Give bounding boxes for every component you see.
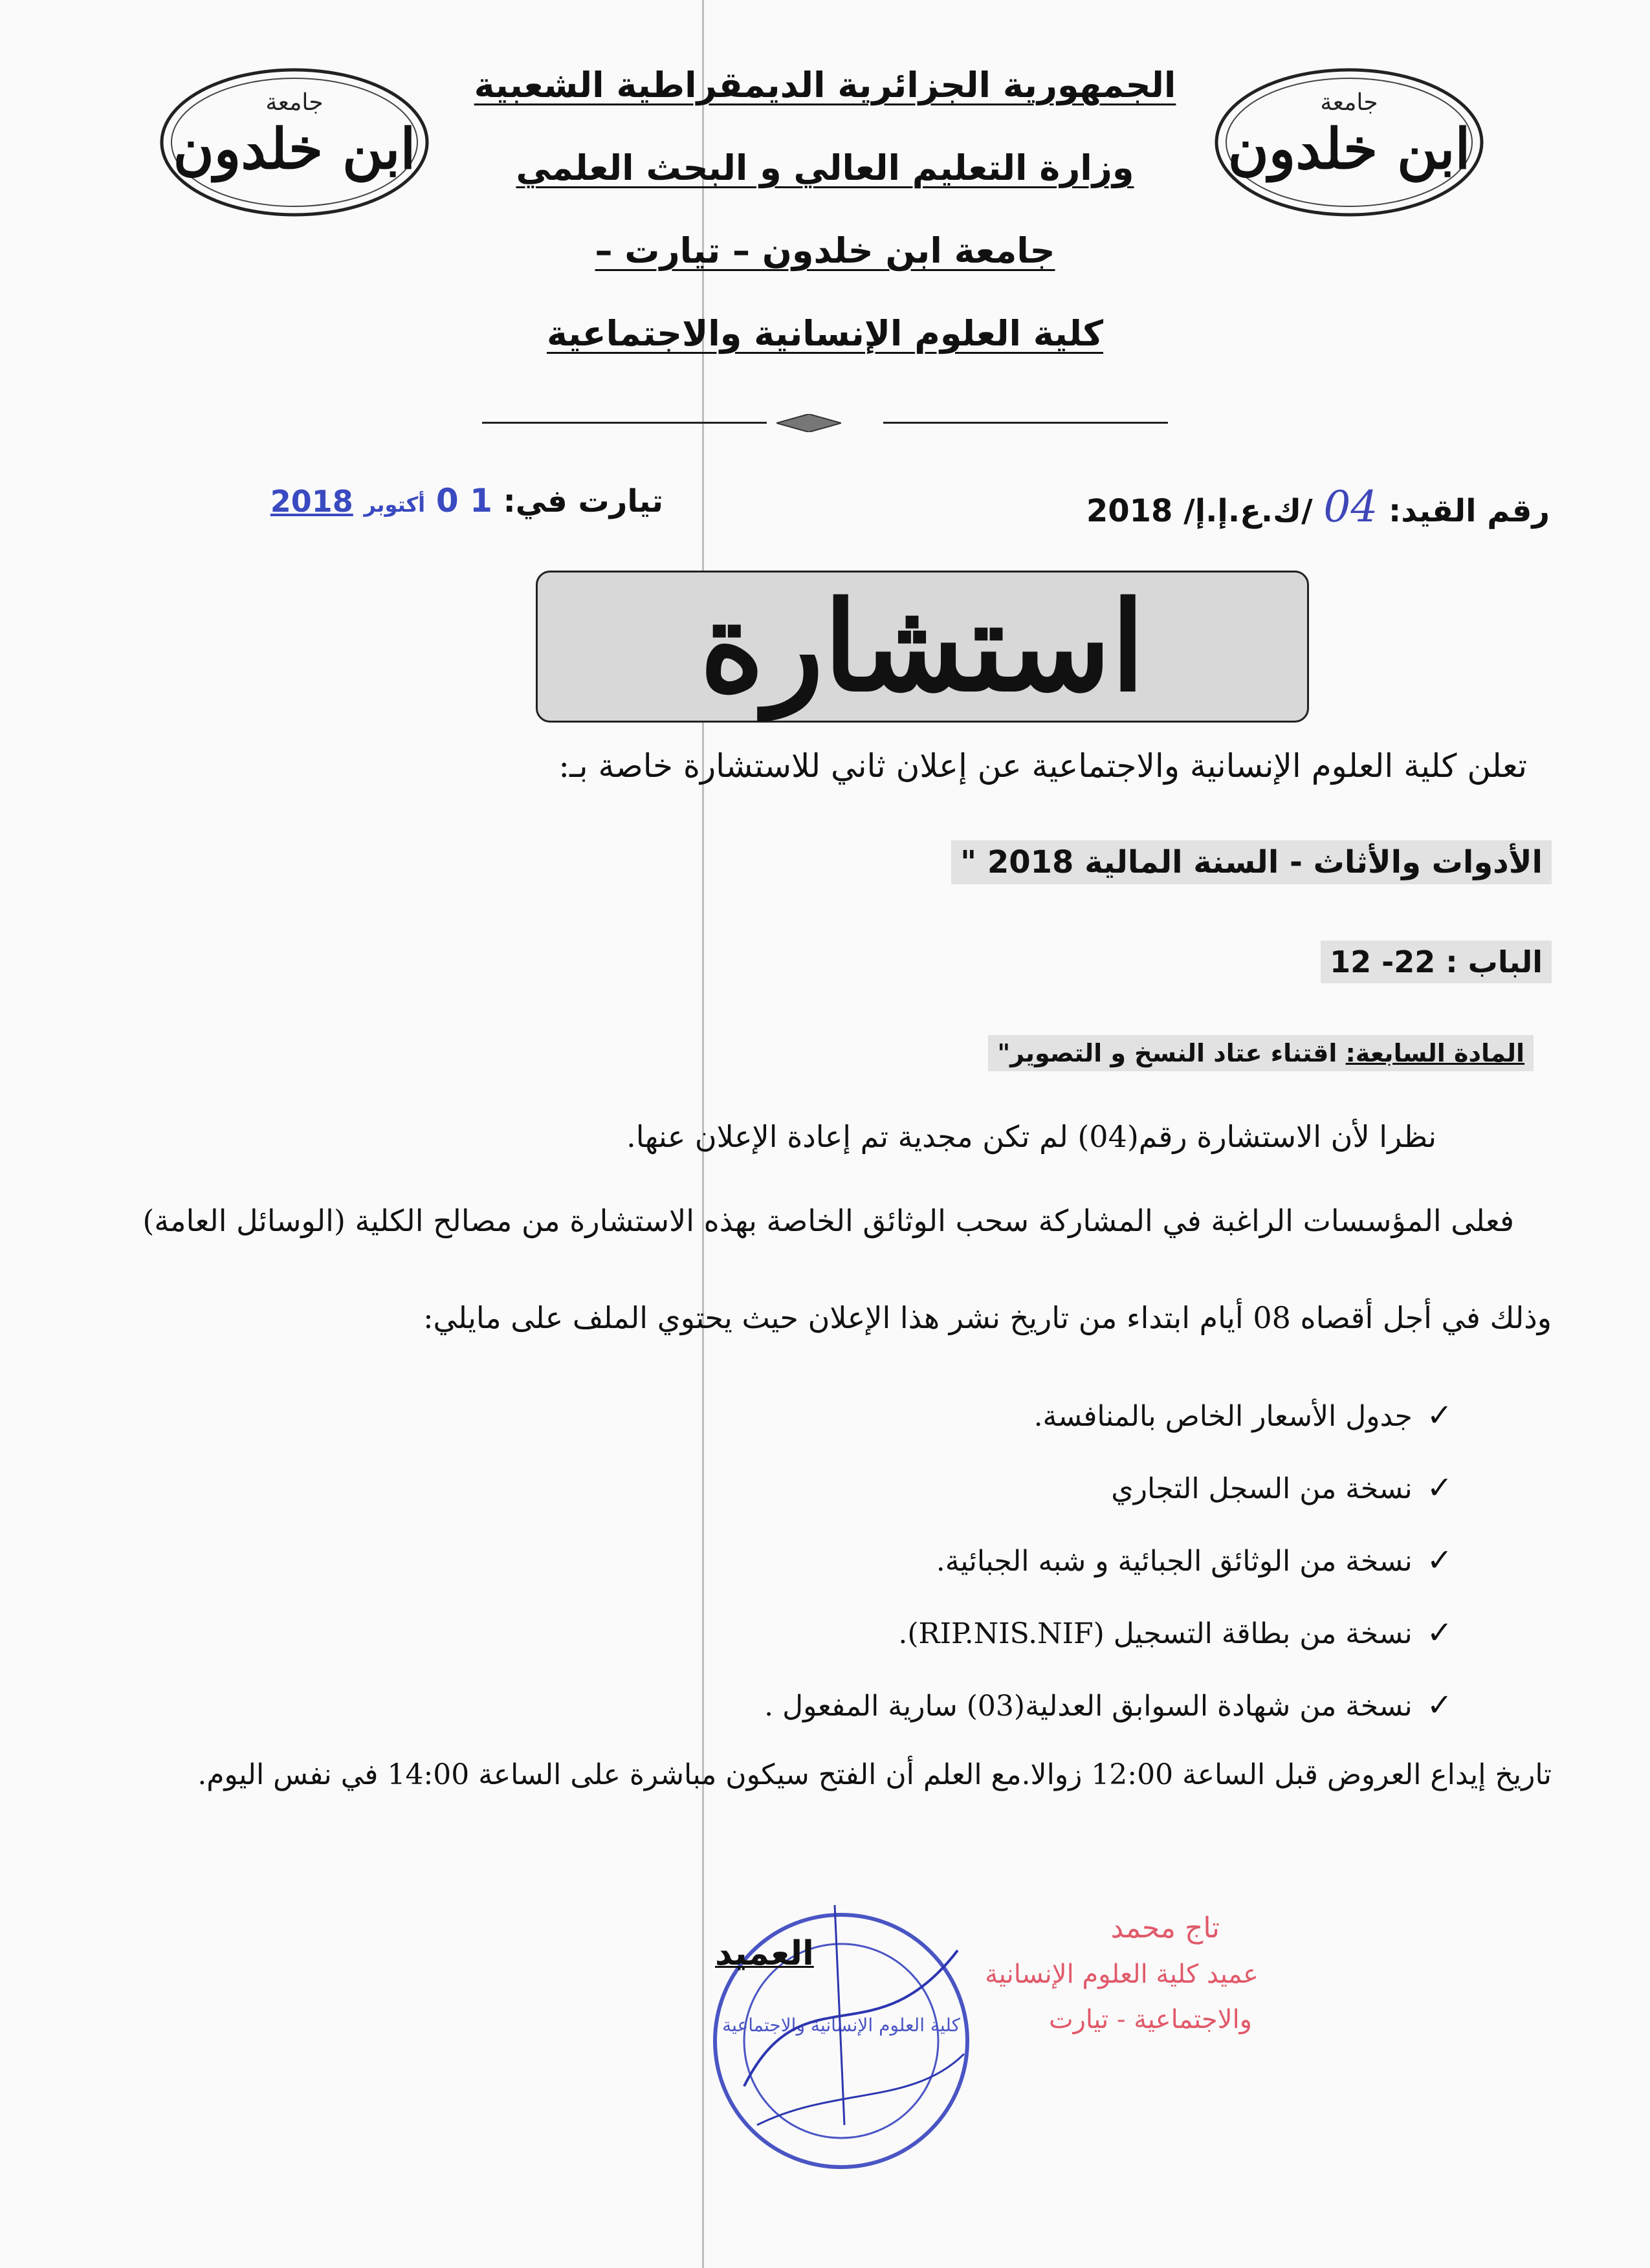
- stamp-text: كلية العلوم الإنسانية والاجتماعية: [722, 2014, 960, 2036]
- logo-main-text: ابن خلدون: [1227, 116, 1471, 182]
- header-republic: الجمهورية الجزائرية الديمقراطية الشعبية: [474, 65, 1176, 105]
- logo-top-text: جامعة: [265, 89, 324, 116]
- paragraph-deadline-days: وذلك في أجل أقصاه 08 أيام ابتداء من تاريخ نشر هذا الإعلان حيث يحتوي الملف على مايلي:: [423, 1300, 1552, 1335]
- dean-name-stamp: [974, 1902, 1265, 2064]
- intro-text: تعلن كلية العلوم الإنسانية والاجتماعية عن إعلان ثاني للاستشارة خاصة بـ:: [558, 747, 1527, 785]
- header-faculty: كلية العلوم الإنسانية والاجتماعية: [546, 313, 1104, 354]
- check-icon: ✓: [1426, 1615, 1453, 1651]
- article-label: المادة السابعة:: [1345, 1039, 1524, 1067]
- separator-diamond: [776, 414, 841, 432]
- submission-deadline: تاريخ إيداع العروض قبل الساعة 12:00 زوالا.مع العلم أن الفتح سيكون مباشرة على الساعة 14:00 في نفس اليوم.: [197, 1758, 1552, 1791]
- reference-number: رقم القيد: 04 /ك.ع.إ.إ/ 2018: [1086, 482, 1550, 532]
- subject-line: الأدوات والأثاث - السنة المالية 2018 ": [951, 844, 1552, 880]
- separator-rule-left: [482, 422, 767, 424]
- logo-main-text: ابن خلدون: [173, 116, 416, 182]
- logo-top-text: جامعة: [1320, 89, 1378, 116]
- header-university: جامعة ابن خلدون – تيارت –: [595, 230, 1055, 271]
- separator-rule-right: [883, 422, 1168, 424]
- check-icon: ✓: [1426, 1687, 1453, 1723]
- checklist-item: ✓نسخة من شهادة السوابق العدلية(03) سارية المفعول .: [764, 1687, 1453, 1723]
- dean-position-line1: عميد كلية العلوم الإنسانية: [985, 1959, 1259, 1989]
- check-icon: ✓: [1426, 1542, 1453, 1578]
- paragraph-institutions: فعلى المؤسسات الراغبة في المشاركة سحب الوثائق الخاصة بهذه الاستشارة من مصالح الكلية (الوسائل العامة): [142, 1203, 1514, 1238]
- header-ministry: وزارة التعليم العالي و البحث العلمي: [516, 147, 1134, 188]
- article-line: [988, 1034, 1534, 1069]
- dean-title: العميد: [715, 1934, 814, 1973]
- university-logo-left: [155, 61, 434, 223]
- date-day: 1 0: [435, 482, 492, 519]
- place-date: تيارت في: 1 0 أكتوبر 2018: [270, 482, 663, 519]
- article-text: اقتناء عتاد النسخ و التصوير": [997, 1039, 1337, 1067]
- date-year: 2018: [270, 484, 353, 519]
- document-title-box: [536, 571, 1309, 723]
- chapter-line: الباب : 22- 12: [1321, 944, 1552, 979]
- reference-handwritten-number: 04: [1323, 482, 1378, 532]
- checklist-item: ✓نسخة من الوثائق الجبائية و شبه الجبائية.: [936, 1542, 1453, 1578]
- document-title: استشارة: [699, 574, 1145, 719]
- university-logo-right: [1210, 61, 1488, 223]
- date-month: أكتوبر: [364, 492, 426, 517]
- checklist-item: ✓جدول الأسعار الخاص بالمنافسة.: [1033, 1397, 1453, 1434]
- checklist-item: ✓نسخة من بطاقة التسجيل (RIP.NIS.NIF).: [898, 1615, 1453, 1651]
- dean-position-line2: والاجتماعية - تيارت: [1048, 2005, 1252, 2034]
- checklist-item: ✓نسخة من السجل التجاري: [1111, 1470, 1453, 1506]
- check-icon: ✓: [1426, 1470, 1453, 1506]
- paragraph-reannouncement: نظرا لأن الاستشارة رقم(04) لم تكن مجدية تم إعادة الإعلان عنها.: [626, 1119, 1436, 1154]
- check-icon: ✓: [1426, 1397, 1453, 1434]
- dean-name: تاج محمد: [1110, 1912, 1220, 1945]
